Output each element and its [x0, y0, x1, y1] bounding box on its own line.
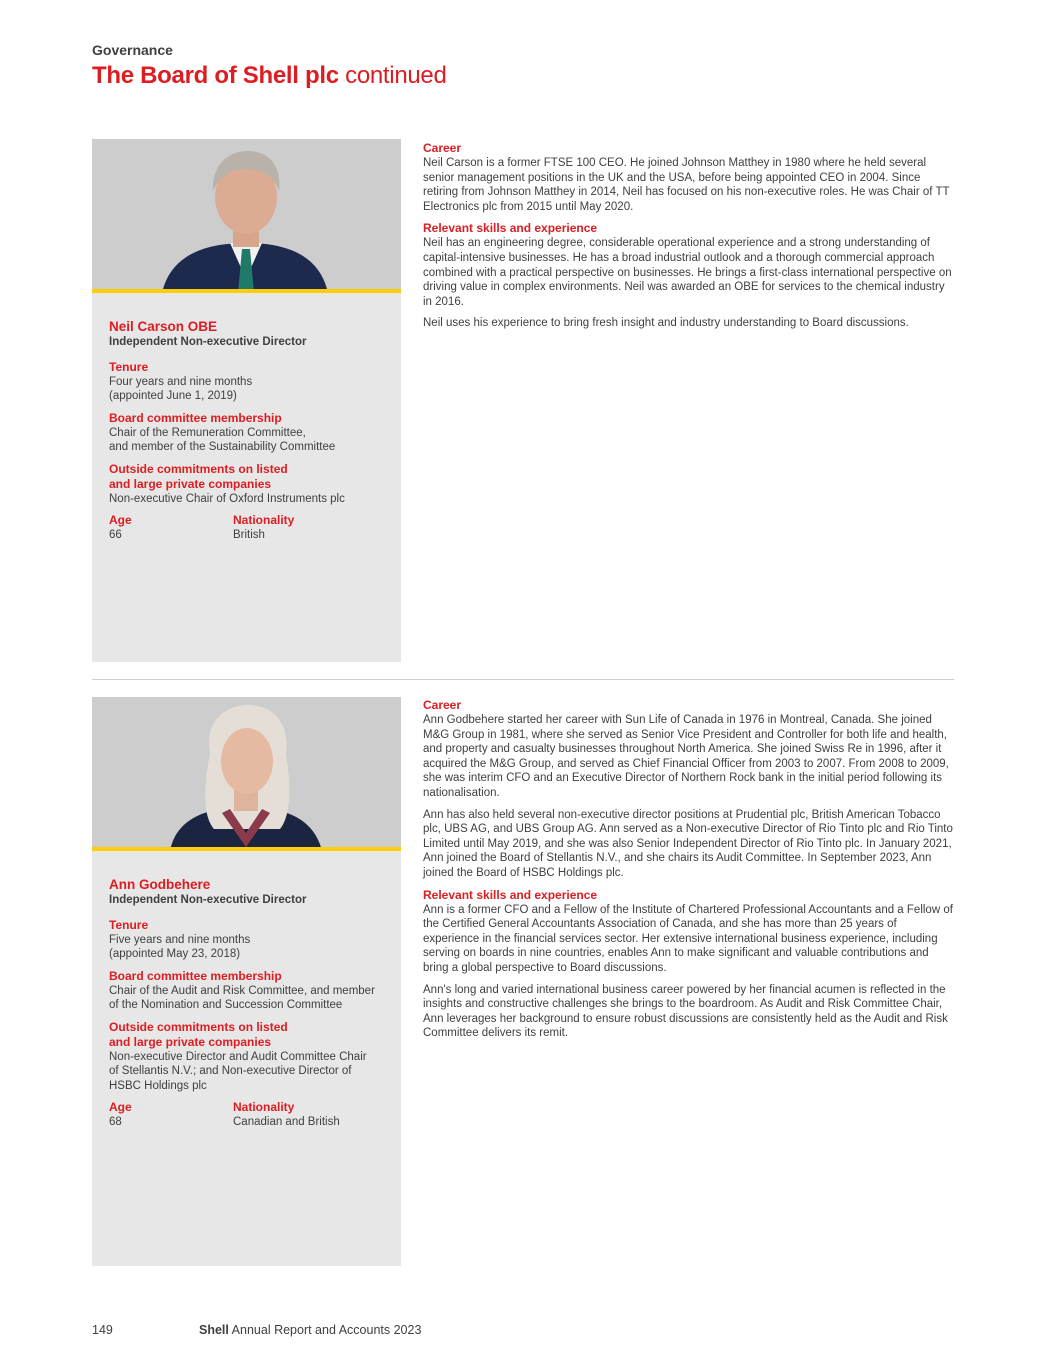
section-divider	[92, 679, 954, 680]
tenure-block	[109, 360, 384, 404]
nationality-label: Nationality	[233, 1100, 295, 1114]
outside-line: of Stellantis N.V.; and Non-executive Director of	[109, 1065, 352, 1077]
age-value: 68	[109, 1116, 122, 1128]
page-title	[92, 62, 447, 90]
committee-line: of the Nomination and Succession Committee	[109, 999, 343, 1011]
page-title-main: The Board of Shell plc	[92, 62, 339, 89]
tenure-label: Tenure	[109, 917, 149, 932]
section-label: Governance	[92, 42, 173, 58]
career-paragraph: Ann has also held several non-executive director positions at Prudential plc, British American Tobacco plc, UBS AG, and UBS Group AG. Ann served as a Non-executive Director of Rio Tinto plc and Rio Tinto Limited until May 2019, and she was also Senior Independent Director of Rio Tinto plc. In January 2021, Ann joined the Board of Stellantis N.V., and she chairs its Audit Committee. In September 2023, Ann joined the Board of HSBC Holdings plc.	[423, 808, 953, 879]
skills-label: Relevant skills and experience	[423, 221, 598, 236]
skills-paragraph: Neil has an engineering degree, considerable operational experience and a strong understanding of capital-intensive businesses. He has a broad industrial outlook and a thorough commercial approach combined with a practical perspective on businesses. He brings a first-class international perspective on driving value in complex environments. Neil was awarded an OBE for services to the chemical industry in 2016.	[423, 237, 952, 308]
outside-commitments-block	[109, 1020, 384, 1094]
nationality-value: British	[233, 529, 265, 541]
director-card-ann-godbehere	[92, 697, 401, 1266]
tenure-line: Five years and nine months	[109, 933, 251, 946]
age-col	[109, 1100, 233, 1130]
outside-label: and large private companies	[109, 1034, 272, 1049]
nationality-col	[233, 1100, 357, 1130]
accent-bar	[92, 289, 401, 293]
director-name: Ann Godbehere	[109, 877, 211, 892]
nationality-value: Canadian and British	[233, 1116, 340, 1128]
committee-block	[109, 411, 384, 455]
outside-line: Non-executive Director and Audit Committee Chair	[109, 1050, 367, 1063]
tenure-label: Tenure	[109, 359, 149, 374]
age-nationality	[109, 1100, 384, 1130]
skills-paragraph: Ann is a former CFO and a Fellow of the Institute of Chartered Professional Accountants and a Fellow of the Certified General Accountants Association of Canada, and she has more than 25 years of experience in the financial services sector. Her extensive international business experience, including serving on boards in nine countries, enables Ann to make significant and valuable contributions and bring a global perspective to Board discussions.	[423, 903, 953, 974]
page-title-suffix: continued	[345, 62, 447, 89]
director-role: Independent Non-executive Director	[109, 336, 307, 348]
age-value: 66	[109, 529, 122, 541]
outside-label: Outside commitments on listed	[109, 1019, 288, 1034]
tenure-line: (appointed May 23, 2018)	[109, 948, 241, 960]
page-number: 149	[92, 1323, 113, 1337]
outside-label: and large private companies	[109, 476, 272, 491]
committee-label: Board committee membership	[109, 968, 282, 983]
director-info	[92, 851, 401, 1150]
career-paragraph: Ann Godbehere started her career with Sun Life of Canada in 1976 in Montreal, Canada. She joined M&G Group in 1981, where she served as Senior Vice President and Controller for both life and health, and property and casualty businesses throughout North America. She joined Swiss Re in 1996, after it acquired the M&G Group, and served as Chief Financial Officer from 2003 to 2007. From 2008 to 2009, she was interim CFO and an Executive Director of Northern Rock bank in the initial period following its nationalisation.	[423, 714, 949, 799]
page-footer	[92, 1323, 421, 1337]
career-paragraph: Neil Carson is a former FTSE 100 CEO. He joined Johnson Matthey in 1980 where he held several senior management positions in the UK and the USA, before being appointed CEO in 2004. Since retiring from Johnson Matthey in 2014, Neil has focused on his non-executive roles. He was Chair of TT Electronics plc from 2015 until May 2020.	[423, 157, 950, 213]
tenure-line: (appointed June 1, 2019)	[109, 390, 237, 402]
skills-paragraph: Neil uses his experience to bring fresh insight and industry understanding to Board discussions.	[423, 317, 909, 330]
footer-publication: Annual Report and Accounts 2023	[231, 1323, 422, 1337]
director-photo	[92, 697, 401, 851]
committee-line: and member of the Sustainability Committee	[109, 441, 336, 453]
director-card-neil-carson	[92, 139, 401, 662]
skills-paragraph: Ann's long and varied international business career powered by her financial acumen is reflected in the insights and constructive challenges she brings to the boardroom. As Audit and Risk Committee Chair, Ann leverages her background to ensure robust discussions are consistently held as the Audit and Risk Committee delivers its remit.	[423, 983, 948, 1040]
director-photo	[92, 139, 401, 293]
age-nationality	[109, 513, 384, 543]
tenure-block	[109, 918, 384, 962]
director-info	[92, 293, 401, 563]
director-bio-ann-godbehere	[423, 698, 953, 1048]
outside-line: HSBC Holdings plc	[109, 1079, 207, 1092]
footer-brand: Shell	[199, 1323, 229, 1337]
director-name: Neil Carson OBE	[109, 319, 218, 334]
committee-label: Board committee membership	[109, 410, 282, 425]
age-label: Age	[109, 1100, 132, 1114]
nationality-col	[233, 513, 357, 543]
accent-bar	[92, 847, 401, 851]
outside-label: Outside commitments on listed	[109, 461, 288, 476]
career-label: Career	[423, 141, 462, 155]
committee-block	[109, 969, 384, 1013]
committee-line: Chair of the Audit and Risk Committee, and member	[109, 984, 375, 997]
tenure-line: Four years and nine months	[109, 375, 253, 388]
outside-commitments-block	[109, 462, 384, 507]
career-label: Career	[423, 698, 462, 712]
committee-line: Chair of the Remuneration Committee,	[109, 426, 306, 439]
director-bio-neil-carson	[423, 141, 953, 338]
age-label: Age	[109, 513, 132, 527]
age-col	[109, 513, 233, 543]
director-role: Independent Non-executive Director	[109, 894, 307, 906]
outside-line: Non-executive Chair of Oxford Instruments plc	[109, 492, 345, 505]
skills-label: Relevant skills and experience	[423, 887, 598, 902]
nationality-label: Nationality	[233, 513, 295, 527]
